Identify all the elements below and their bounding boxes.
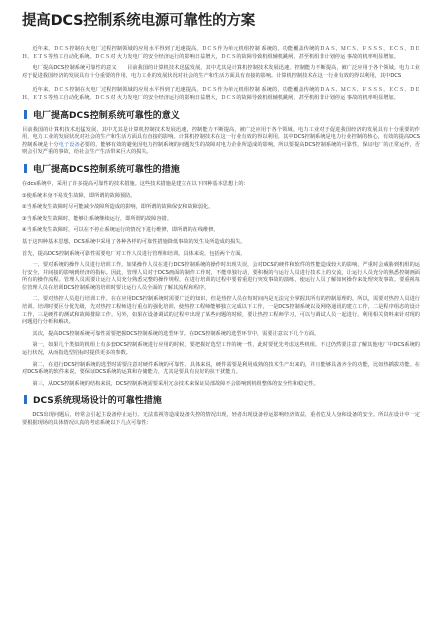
section-1-text-a: 目前我国的计算机技术迅猛发展，其中尤其是计算机控制技术发展迅速，控制能力不断提高，被广泛应用于各个领域。电力工业对于促进我国经济的发展具有十分重要的作用，电力工业的发展状况对社会的生产和生活方面具有直接的影响。计算机控制技术在这一行业有效的得以利用，其中DCS控制系统是电力行业控制的核心，有效的提高DCS控制系统是十分 bbox=[22, 126, 420, 148]
section-heading-field-design bbox=[24, 395, 420, 407]
intro-paragraph-repeat: 近年来，ＤＣＳ控制在火电厂过程控制领域的应用水平得到了迅速提高，ＤＣＳ作为单元机组控制 系统的，功能覆盖传统的ＤＡＳ、ＭＣＳ、ＦＳＳＳ、ＥＣＳ、ＤＥＨ、ＥＴＳ等热工自动化系统。ＤＣＳ对 火力发电厂的安全经济运行的影响日益增大，ＤＣＳ的故障导致机组辅机跳闸、甚至机组非计划停运 事故的机率明显增加。 bbox=[22, 87, 420, 101]
section-heading-text: 电厂提高DCS控制系统可靠性的意义 bbox=[33, 110, 180, 121]
section-2-list-item-3: ③当系统发生故障时，能够让系统继续运行，即所谓的故障容错。 bbox=[22, 215, 172, 222]
section-2-list-item-4: ④当系统发生故障时，可以在不停止系统运行的情况下进行维修，即所谓的在线维修。 bbox=[22, 227, 219, 234]
heading-bar bbox=[24, 110, 27, 119]
heading-bar bbox=[24, 164, 27, 173]
section-2-paragraph-7: 第一，如果几个类似的机组上有多套DCS控制系统进行应用的时候，要把握好选型工作的统一性，此时要优先考虑这些机组。不过仍然要注意了解其他电厂中DCS系统的运行状况，从而指选型招标时提供更多的参数。 bbox=[22, 342, 420, 357]
section-2-paragraph-8: 第二，在进行DCS控制系统的选型时需要注意对硬件系统的可靠性、具体来说，硬件需要是利用成熟的技术生产出来的，并且能够具备齐全的功能，比如热插拔功能。在对DCS系统的软件来说，要保证DCS系统的运算和存储能力，尤其是要具有良好的抗干扰能力。 bbox=[22, 361, 420, 376]
section-2-paragraph-1: 在dcs系统中，采用了许多提高可靠性的技术措施。这些技术措施是建立在以下四种基本思想上的： bbox=[22, 180, 249, 187]
section-2-paragraph-6: 其次，提高DCS控制系统可靠性需要把握DCS控制系统的选型环节。在DCS控制系统的选型环节中，需要注意以下几个方面。 bbox=[32, 330, 320, 337]
section-2-paragraph-5: 二、要对热控人员进行培训工作。在在应用DCS控制系统时需要广泛的知识，但是热控人员在短时间内是无法完全掌握其所有的控制原理的。所以，需要对热控人员进行培训。培训时要区分优先级，先对热控工程师进行重点的强化培训，使热控工程师能够独立完成以下工作，一是DCS控制系统以及网络通讯的建立工作，二是程序组态的设计工作，三是硬件的测试和故障排除工作。另外，如果在设备调试的过程中出现了某些问题的时候，要让热控工程师学习，可以与调试人员一起进行，利用相关资料来针对现的问题进行分析和解决。 bbox=[22, 296, 420, 326]
section-2-paragraph-2: 基于这四种基本思想，DCS系统中采用了各种各样的可靠性措施降低事故的发生及所造成的损失。 bbox=[22, 238, 246, 245]
section-2-list-item-2: ②当系统发生故障时尽可能减少故障所造成的影响，即所谓的故障保安和故障弱化。 bbox=[22, 204, 214, 211]
section-3-paragraph-1: DCS出现问题后，经常会引起主设备停止运行、无法监视等造成设备失控的情况出现，轻者出现设备停运影响经济效益，重者危及人身和设备的安全。所以在设计中一定要根据现场的具体情况认真的考虑系统以下几点可靠性： bbox=[22, 412, 420, 426]
section-2-list-item-1: ①使系统本身不易发生故障，即所谓的故障预防。 bbox=[22, 192, 136, 199]
section-heading-significance bbox=[24, 110, 420, 122]
section-1-paragraph bbox=[22, 127, 420, 157]
section-2-paragraph-9: 第三，从DCS控制系统的结构来说，DCS控制系统需要采用冗余技术来保证局部故障不会影响到机组整体的安全性和稳定性。 bbox=[32, 380, 319, 387]
section-heading-text: 电厂提高DCS控制系统可靠性的措施 bbox=[33, 164, 180, 175]
heading-bar bbox=[24, 395, 27, 404]
section-heading-text: DCS系统现场设计的可靠性措施 bbox=[33, 396, 162, 407]
section-1-text-b: 必要的，能够有效的避免因电力控制系统的问题发生的故障对电力企业所造成的影响。所以要提高DCS控制系统的可靠性，保证电厂的正常运作，否则会引发严重的事故，给社会生产生活带来巨大的损失。 bbox=[22, 141, 420, 156]
intro-paragraph-2: 电厂提高DCS控制系统可靠性的意义 目前我国的计算机技术迅猛发展，其中尤其是计算机控制技术发展迅速，控制能力不断提高，被广泛应用于各个领域。电力工业对于促进我国经济的发展具有十分重要的作用，电力工业的发展状况对社会的生产和生活方面具有直接的影响。计算机控制技术在这一行业有效的得以利用，其中DCS bbox=[22, 65, 420, 79]
section-heading-measures bbox=[24, 164, 420, 176]
section-2-paragraph-3: 首先，提高DCS控制系统可靠性需要电厂对工作人员进行管理和培训。具体来说，包括两个方面。 bbox=[22, 250, 246, 257]
intro-paragraph-1: 近年来，ＤＣＳ控制在火电厂过程控制领域的应用水平得到了迅速提高，ＤＣＳ作为单元机组控制 系统的，功能覆盖传统的ＤＡＳ、ＭＣＳ、ＦＳＳＳ、ＥＣＳ、ＤＥＨ、ＥＴＳ等热工自动化系统。ＤＣＳ对 火力发电厂的安全经济运行的影响日益增大，ＤＣＳ的故障导致机组辅机跳闸、甚至机组非计划停运 事故的机率明显增加。 bbox=[22, 46, 420, 60]
section-2-paragraph-4: 一、要对系统的操作人员进行培训工作。如果操作人员在进行DCS控制系统的操作时出现失误，会对DCS的硬件和软件的性能造成较大的影响，严重时会威胁到机组的运行安全，并间接的影响到经济的指标。因此，管理人员对于DCS画面的制作工作时，不能单独行动，要积极的与运行人员进行技术上的交流，让运行人员充分的熟悉控制画面所有的操作流程。管理人员需要让运行人员充分熟悉完整的操作规程，在进行培训的过程中要着重进行突发事故的演练，使运行人员了解如何操作来处理突发事故。要重视每位管理人员在培训DCS控制系统的培训时要让运行人员全面的了解其流程和程序。 bbox=[22, 262, 420, 291]
electronic-equipment-link[interactable]: 电子设备 bbox=[58, 141, 80, 148]
page-title: 提高DCS控制系统电源可靠性的方案 bbox=[22, 13, 255, 29]
